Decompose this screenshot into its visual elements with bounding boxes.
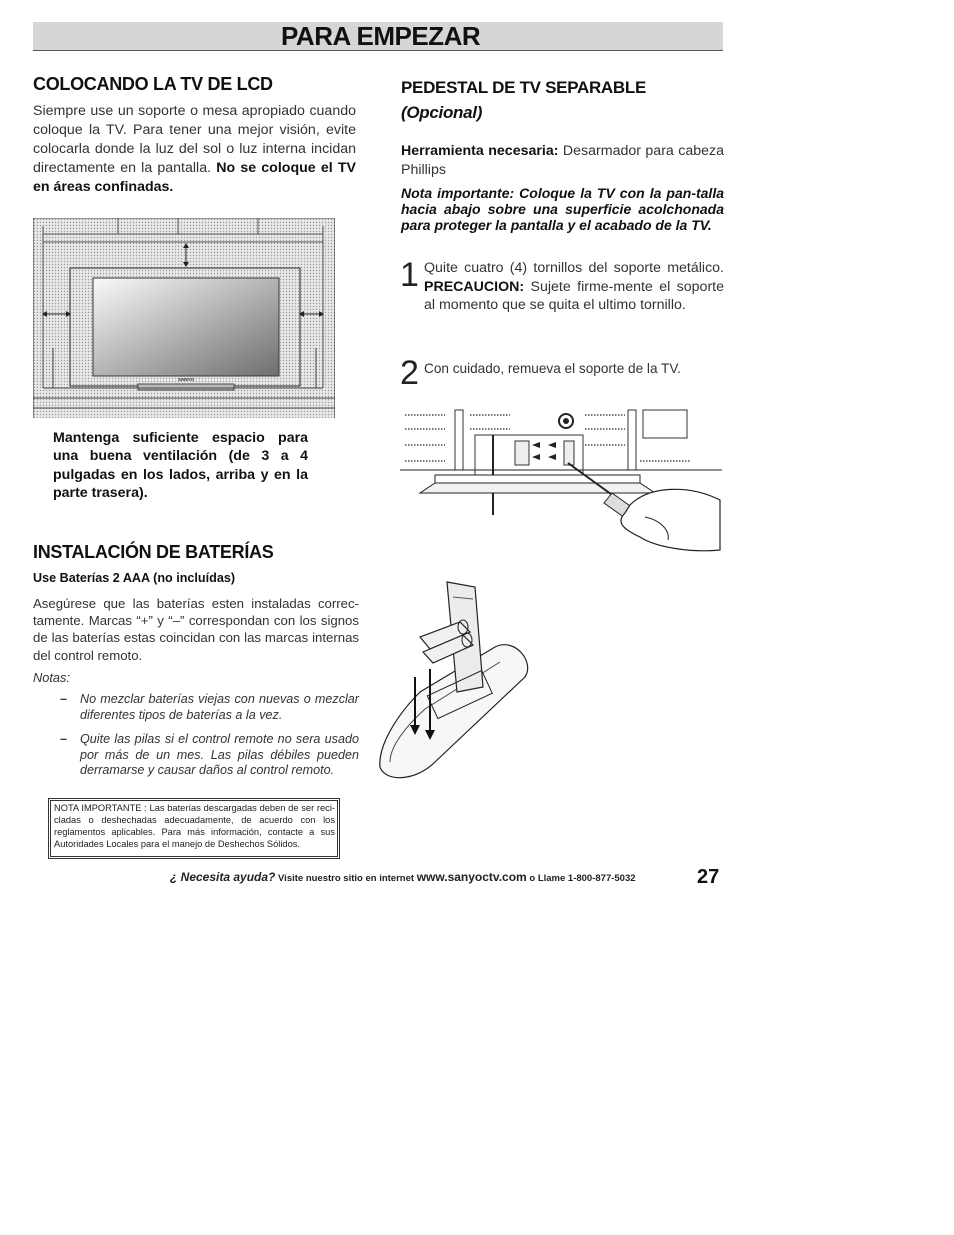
- step-caution: PRECAUCION:: [424, 278, 525, 295]
- recycling-note-box: [50, 800, 338, 857]
- notes-label: Notas:: [33, 670, 70, 685]
- note-text: Quite las pilas si el control remote no sera usado por más de un mes. Las pilas débiles pueden derramarse y causar daños al control remoto.: [80, 732, 359, 777]
- step-number: 1: [400, 256, 419, 294]
- ventilation-caption: Mantenga suficiente espacio para una buena ventilación (de 3 a 4 pulgadas en los lados, arriba y en la parte trasera).: [53, 430, 308, 502]
- lcd-paragraph: [33, 102, 356, 197]
- step-number: 2: [400, 354, 419, 392]
- stand-section-optional: (Opcional): [401, 103, 483, 122]
- batteries-paragraph: Asegúrese que las baterías esten instaladas correc-tamente. Marcas “+” y “–” correspondan con los signos de las baterías estas coincidan con las marcas internas del control remoto.: [33, 596, 359, 663]
- website-link[interactable]: www.sanyoctv.com: [416, 870, 527, 884]
- visit-text: Visite nuestro sitio en internet: [275, 873, 417, 884]
- recycling-note-text: NOTA IMPORTANTE : Las baterías descargadas deben de ser reci-cladas o deshechadas adecuadamente, de acuerdo con los reglamentos aplicables. Para más información, contacte a sus Autoridades Locales para el manejo de Deshechos Sólidos.: [54, 803, 335, 849]
- lcd-warning-text: No se coloque el TV en áreas confinadas.: [33, 160, 356, 195]
- stand-section-heading: PEDESTAL DE TV SEPARABLE: [401, 78, 647, 97]
- step-text-a: Quite cuatro (4) tornillos del soporte metálico.: [424, 260, 724, 276]
- page-number: 27: [697, 866, 720, 888]
- tool-required: [401, 142, 724, 180]
- note-item: [60, 732, 359, 779]
- help-footer: [170, 870, 670, 884]
- phone-text: o Llame 1-800-877-5032: [526, 873, 636, 884]
- batteries-subheading: Use Baterías 2 AAA (no incluídas): [33, 571, 236, 585]
- note-dash: –: [60, 692, 68, 706]
- tv-ventilation-illustration: [33, 218, 335, 418]
- batteries-section-heading: INSTALACIÓN DE BATERÍAS: [33, 542, 274, 562]
- lcd-paragraph-text: Siempre use un soporte o mesa apropiado cuando coloque la TV. Para tener una mejor visión, evite colocarla donde la luz del sol o luz interna incidan directamente en la pantalla.: [33, 103, 356, 176]
- step-text: Con cuidado, remueva el soporte de la TV.: [424, 361, 681, 376]
- tool-value: Desarmador para cabeza Phillips: [401, 143, 725, 178]
- step-text-b: Sujete firme-mente el soporte al momento que se quita el ultimo tornillo.: [424, 278, 724, 314]
- page-title: PARA EMPEZAR: [281, 21, 481, 51]
- battery-install-illustration: [375, 577, 537, 787]
- note-item: [60, 692, 359, 723]
- step-text: [424, 259, 724, 315]
- note-text: No mezclar baterías viejas con nuevas o mezclar diferentes tipos de baterías a la vez.: [80, 692, 359, 722]
- page-header-bar: [33, 22, 723, 51]
- tv-brand-logo: SANYO: [177, 377, 195, 382]
- stand-important-note: Nota importante: Coloque la TV con la pan-talla hacia abajo sobre una superficie acolchonada para proteger la pantalla y el acabado de la TV.: [401, 185, 724, 234]
- lcd-section-heading: COLOCANDO LA TV DE LCD: [33, 74, 273, 94]
- stand-removal-illustration: [400, 405, 722, 553]
- tool-label: Herramienta necesaria:: [401, 143, 559, 159]
- note-dash: –: [60, 732, 68, 746]
- help-text: ¿ Necesita ayuda?: [170, 870, 276, 884]
